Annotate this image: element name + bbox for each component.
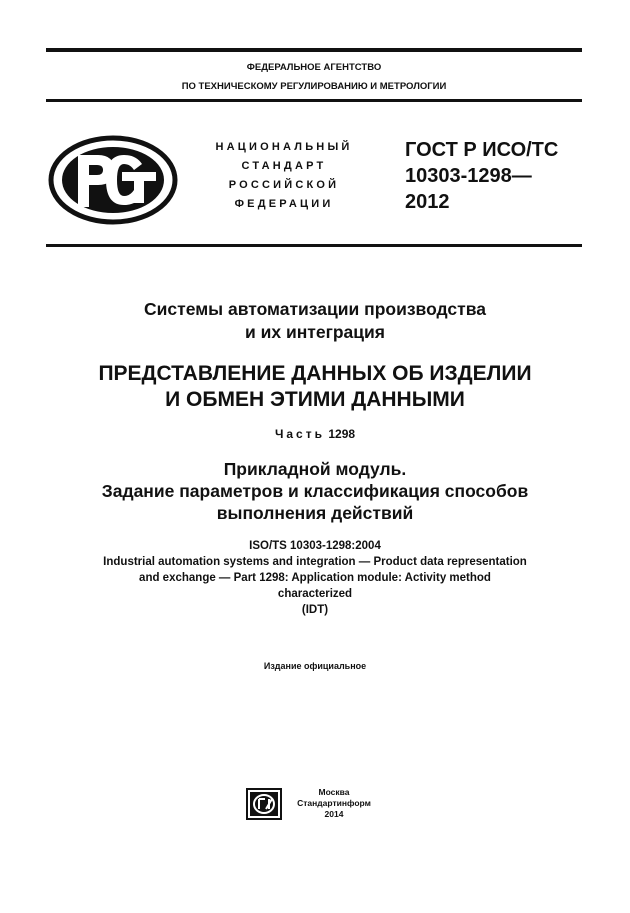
main-title-line-1: ПРЕДСТАВЛЕНИЕ ДАННЫХ ОБ ИЗДЕЛИИ	[98, 362, 532, 385]
header-rule	[46, 99, 582, 102]
natstd-line-2: СТАНДАРТ	[241, 160, 327, 172]
publisher-year: 2014	[324, 809, 344, 819]
part-title-line-1: Прикладной модуль.	[223, 459, 407, 479]
part-heading	[30, 426, 600, 442]
part-word: Часть	[274, 427, 325, 441]
english-title-line-1: Industrial automation systems and integration — Product data representation	[103, 556, 527, 568]
general-title-line-1: Системы автоматизации производства	[144, 299, 486, 319]
part-title	[30, 458, 600, 524]
gost-r-logo-icon	[48, 135, 178, 225]
general-title	[30, 298, 600, 344]
designation-line-2: 10303-1298—	[405, 165, 532, 187]
designation-line-3: 2012	[405, 191, 450, 213]
main-title	[30, 361, 600, 413]
edition-label: Издание официальное	[263, 661, 367, 671]
english-title-line-3: characterized	[277, 588, 353, 600]
main-title-line-2: И ОБМЕН ЭТИМИ ДАННЫМИ	[165, 388, 465, 411]
publisher-name: Стандартинформ	[297, 798, 371, 808]
part-number: 1298	[328, 427, 356, 441]
agency-name	[46, 58, 582, 96]
publisher-imprint	[284, 787, 384, 820]
publisher-city: Москва	[318, 787, 350, 797]
designation-line-1: ГОСТ Р ИСО/ТС	[405, 139, 559, 161]
iso-reference: ISO/TS 10303-1298:2004	[249, 540, 381, 552]
idt-label: (IDT)	[301, 604, 329, 616]
national-standard-label	[196, 138, 372, 214]
agency-line-1: ФЕДЕРАЛЬНОЕ АГЕНТСТВО	[246, 62, 382, 73]
standartinform-logo-icon	[246, 788, 282, 820]
natstd-line-1: НАЦИОНАЛЬНЫЙ	[215, 141, 353, 153]
international-equivalent	[30, 538, 600, 618]
standard-designation	[405, 137, 585, 215]
general-title-line-2: и их интеграция	[244, 322, 386, 342]
agency-line-2: ПО ТЕХНИЧЕСКОМУ РЕГУЛИРОВАНИЮ И МЕТРОЛОГИИ	[181, 81, 447, 92]
top-rule	[46, 48, 582, 52]
part-title-line-3: выполнения действий	[216, 503, 414, 523]
english-title-line-2: and exchange — Part 1298: Application module: Activity method	[139, 572, 491, 584]
natstd-line-4: ФЕДЕРАЦИИ	[234, 198, 334, 210]
natstd-line-3: РОССИЙСКОЙ	[228, 179, 340, 191]
title-block-rule	[46, 244, 582, 247]
part-title-line-2: Задание параметров и классификация способов	[101, 481, 529, 501]
